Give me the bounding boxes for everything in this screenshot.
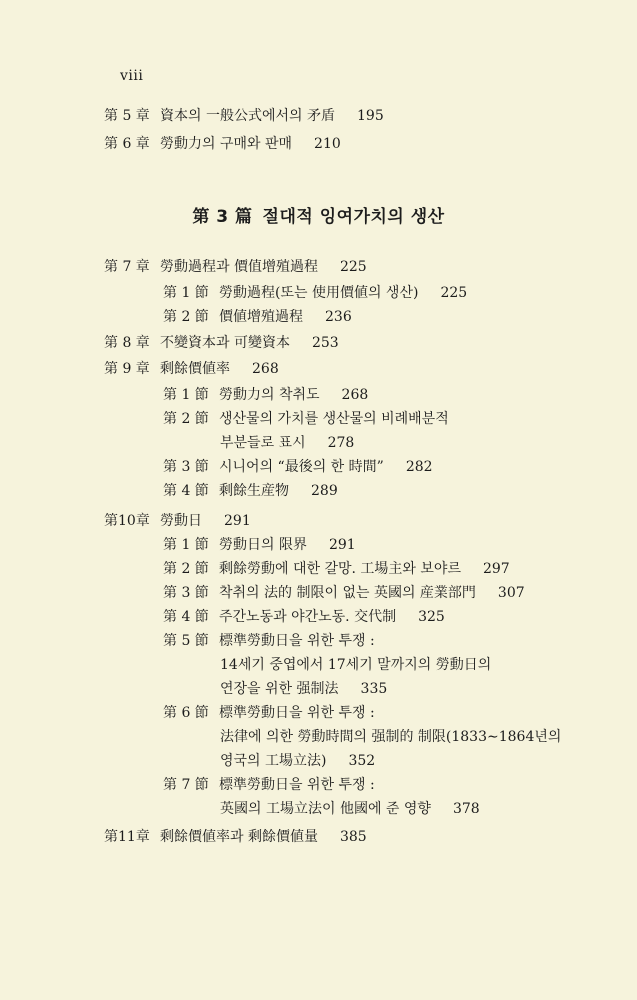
toc-entry [163,482,338,500]
entry-label: 第 7 章 [104,259,150,275]
entry-title: 勞動力의 착취도 [219,387,320,403]
entry-title: 생산물의 가치를 생산물의 비례배분적 [219,411,449,427]
toc-entry [163,410,449,428]
entry-title: 法律에 의한 勞動時間의 强制的 制限(1833∼1864년의 [220,729,562,745]
entry-title: 標準勞動日을 위한 투쟁 : [219,633,375,649]
entry-page: 253 [311,335,339,351]
entry-label: 第 3 節 [163,459,209,475]
entry-label: 第 8 章 [104,335,150,351]
entry-page: 268 [341,387,369,403]
entry-title: 주간노동과 야간노동. 交代制 [219,609,397,625]
part-label: 第 3 篇 [192,207,253,227]
toc-entry [220,656,491,674]
entry-title: 勞動過程과 價值增殖過程 [160,259,318,275]
entry-page: 352 [348,753,376,769]
entry-page: 195 [357,108,384,124]
entry-label: 第 1 節 [163,537,209,553]
entry-label: 第 9 章 [104,361,150,377]
entry-label: 第10章 [104,513,150,529]
entry-page: 378 [452,801,480,817]
entry-page: 210 [314,136,341,152]
entry-page: 268 [252,361,279,377]
entry-page: 297 [482,561,510,577]
toc-entry [163,536,356,554]
entry-page: 236 [325,309,352,325]
toc-entry [220,752,375,770]
entry-label: 第 6 節 [163,705,209,721]
entry-title: 14세기 중엽에서 17세기 말까지의 勞動日의 [220,657,492,673]
toc-entry [163,308,352,326]
entry-label: 第 5 節 [163,633,209,649]
toc-entry [163,632,375,650]
entry-title: 標準勞動日을 위한 투쟁 : [219,705,375,721]
toc-entry [104,360,279,378]
toc-entry [163,704,375,722]
entry-title: 영국의 工場立法) [220,753,327,769]
entry-title: 英國의 工場立法이 他國에 준 영향 [220,801,431,817]
entry-page: 291 [328,537,356,553]
entry-page: 385 [339,829,367,845]
entry-title: 연장을 위한 强制法 [220,681,339,697]
toc-entry [220,680,387,698]
entry-title: 勞動日의 限界 [219,537,307,553]
entry-page: 335 [360,681,388,697]
part-heading [0,202,637,227]
entry-label: 第 3 節 [163,585,209,601]
entry-page: 307 [497,585,525,601]
page-number: viii [120,68,144,84]
entry-label: 第 1 節 [163,387,209,403]
entry-title: 價値增殖過程 [219,309,303,325]
toc-entry [220,728,561,746]
entry-label: 第 4 節 [163,483,209,499]
entry-label: 第 6 章 [104,136,150,152]
entry-page: 282 [405,459,433,475]
part-title: 절대적 잉여가치의 생산 [262,207,445,227]
entry-title: 착취의 法的 制限이 없는 英國의 産業部門 [219,585,476,601]
entry-title: 勞動力의 구매와 판매 [160,136,293,152]
entry-title: 부분들로 표시 [220,435,306,451]
entry-label: 第 2 節 [163,309,209,325]
toc-entry [163,560,510,578]
toc-entry [163,458,433,476]
entry-label: 第 2 節 [163,411,209,427]
entry-title: 資本의 一般公式에서의 矛盾 [160,108,335,124]
entry-label: 第 5 章 [104,108,150,124]
entry-title: 剩餘生産物 [219,483,289,499]
entry-page: 278 [327,435,355,451]
toc-entry [104,135,341,153]
entry-page: 289 [311,483,338,499]
entry-title: 剩餘價値率 [160,361,230,377]
toc-entry [163,776,375,794]
toc-entry [163,386,368,404]
entry-label: 第 2 節 [163,561,209,577]
toc-entry [104,107,384,125]
entry-label: 第 7 節 [163,777,209,793]
entry-label: 第11章 [104,829,150,845]
entry-page: 225 [440,285,468,301]
toc-entry [104,828,367,846]
entry-page: 225 [339,259,367,275]
toc-entry [104,334,339,352]
toc-entry [163,608,445,626]
entry-title: 剩餘勞動에 대한 갈망. 工場主와 보야르 [219,561,461,577]
entry-title: 勞動過程(또는 使用價値의 생산) [219,285,419,301]
entry-title: 시니어의 “最後의 한 時間” [219,459,384,475]
entry-label: 第 1 節 [163,285,209,301]
toc-entry [163,284,467,302]
toc-entry [220,800,480,818]
entry-page: 291 [224,513,251,529]
entry-title: 剩餘價値率과 剩餘價値量 [160,829,318,845]
entry-title: 勞動日 [160,513,202,529]
entry-page: 325 [418,609,445,625]
toc-entry [220,434,354,452]
entry-title: 標準勞動日을 위한 투쟁 : [219,777,375,793]
entry-label: 第 4 節 [163,609,209,625]
toc-entry [163,584,525,602]
toc-entry [104,512,251,530]
toc-entry [104,258,367,276]
entry-title: 不變資本과 可變資本 [160,335,290,351]
